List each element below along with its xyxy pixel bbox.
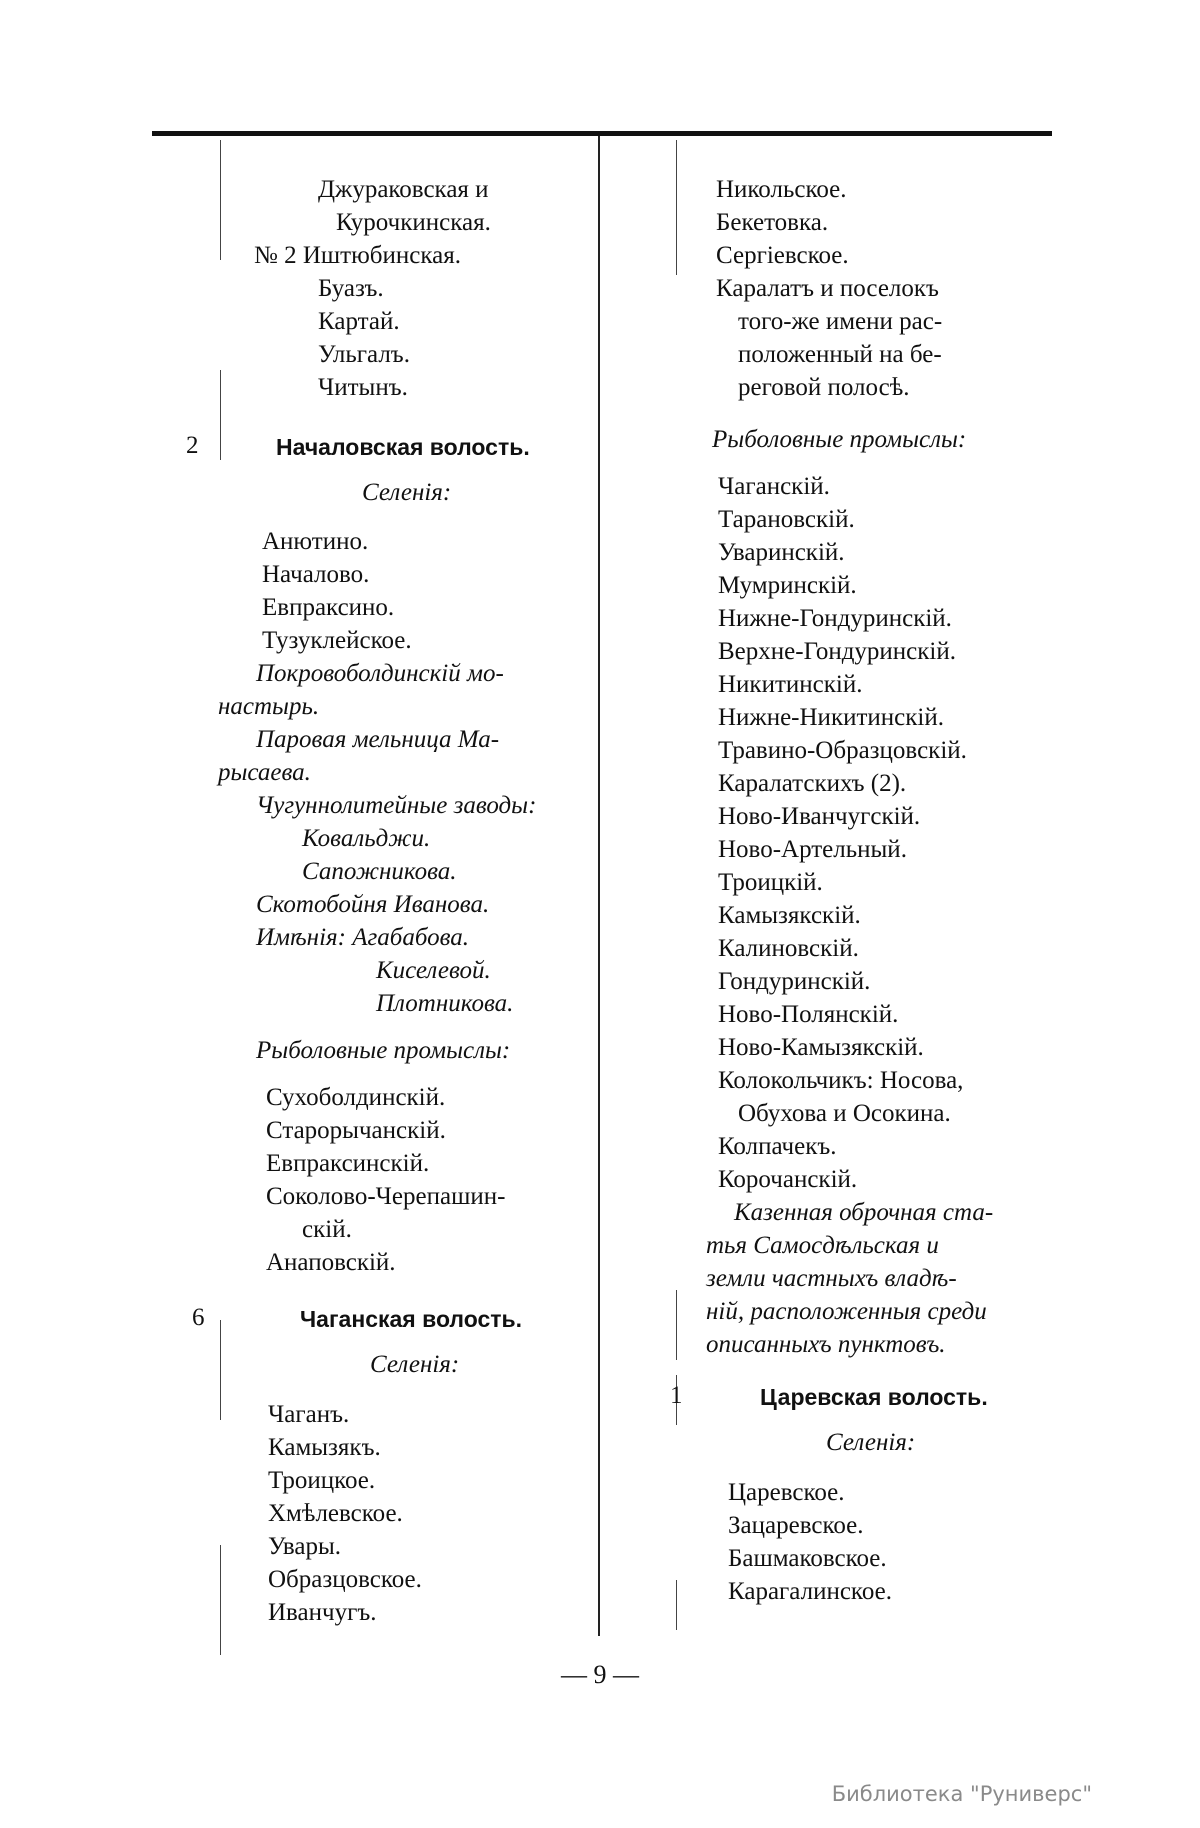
fishing-line: Старорычанскій. [266,1117,446,1144]
fishing-line: Чаганскій. [718,473,830,500]
entry-line: Никольское. [716,176,847,203]
village-line: Тузуклейское. [262,627,412,654]
fishing-line: Ново-Полянскій. [718,1001,899,1028]
village-line: Зацаревское. [728,1512,864,1539]
fishing-line: Нижне-Никитинскій. [718,704,944,731]
fishing-line: Соколово-Черепашин- [266,1183,506,1210]
library-watermark: Библиотека "Руниверс" [831,1782,1092,1806]
village-line: Образцовское. [268,1566,422,1593]
entry-line: Ульгалъ. [318,341,410,368]
fishing-line: Сухоболдинскій. [266,1084,446,1111]
entry-line: Бекетовка. [716,209,829,236]
section-number: 6 [192,1304,205,1331]
fishing-line: Верхне-Гондуринскій. [718,638,957,665]
right-margin-line [676,1580,677,1630]
entry-line: Курочкинская. [336,209,491,236]
page-number: — 9 — [561,1660,639,1689]
left-margin-line [220,1545,221,1655]
fishing-line: Обухова и Осокина. [738,1100,951,1127]
entry-line: Покровоболдинскій мо- [256,660,504,687]
fishing-line: Никитинскій. [718,671,863,698]
section-heading: Началовская волость. [276,434,530,460]
entry-line: рысаева. [218,759,311,786]
entry-line: реговой полосѣ. [738,374,910,401]
entry-line: Каралатъ и поселокъ [716,275,939,302]
entry-line: Сапожникова. [302,858,457,885]
entry-line: Киселевой. [376,957,491,984]
village-line: Карагалинское. [728,1578,892,1605]
note-line: земли частныхъ владѣ- [706,1265,957,1292]
section-heading: Царевская волость. [760,1384,988,1410]
fishing-line: Корочанскій. [718,1166,858,1193]
entry-line: настырь. [218,693,320,720]
fishing-line: Тарановскій. [718,506,855,533]
left-margin-line [220,140,221,260]
section-number: 2 [186,432,199,459]
fishing-line: скій. [302,1216,352,1243]
left-margin-line [220,1320,221,1420]
fishing-line: Мумринскій. [718,572,857,599]
fishing-line: Колокольчикъ: Носова, [718,1067,964,1094]
village-line: Камызякъ. [268,1434,381,1461]
fishing-line: Камызякскій. [718,902,861,929]
village-line: Иванчугъ. [268,1599,377,1626]
fishing-line: Колпачекъ. [718,1133,837,1160]
section-number: 1 [670,1382,683,1409]
column-divider [598,136,600,1636]
village-line: Башмаковское. [728,1545,887,1572]
fishing-line: Калиновскій. [718,935,859,962]
entry-line: того-же имени рас- [738,308,943,335]
village-line: Началово. [262,561,370,588]
section-subheading: Селенія: [362,479,452,506]
entry-line: Картай. [318,308,400,335]
fishing-line: Гондуринскій. [718,968,871,995]
left-margin-line [220,370,221,460]
fishing-line: Травино-Образцовскій. [718,737,967,764]
entry-line: Ковальджи. [302,825,431,852]
village-line: Увары. [268,1533,341,1560]
village-line: Чаганъ. [268,1401,350,1428]
fishing-line: Нижне-Гондуринскій. [718,605,952,632]
entry-line: Плотникова. [376,990,514,1017]
entry-line: Джураковская и [318,176,489,203]
section-subheading: Селенія: [826,1429,916,1456]
entry-line: положенный на бе- [738,341,942,368]
entry-line: Сергіевское. [716,242,849,269]
note-line: Казенная оброчная ста- [734,1199,994,1226]
fishing-heading: Рыболовные промыслы: [256,1037,511,1064]
note-line: тья Самосдѣльская и [706,1232,939,1259]
fishing-line: Анаповскій. [266,1249,396,1276]
right-margin-line [676,140,677,275]
entry-line: Скотобойня Иванова. [256,891,490,918]
note-line: ній, расположенныя среди [706,1298,987,1325]
entry-line: Паровая мельница Ма- [256,726,500,753]
right-margin-line [676,1290,677,1360]
section-subheading: Селенія: [370,1351,460,1378]
section-heading: Чаганская волость. [300,1306,523,1332]
top-rule [152,131,1052,136]
fishing-line: Уваринскій. [718,539,845,566]
village-line: Троицкое. [268,1467,376,1494]
fishing-line: Евпраксинскій. [266,1150,430,1177]
fishing-line: Ново-Иванчугскій. [718,803,921,830]
fishing-line: Каралатскихъ (2). [718,770,907,797]
fishing-line: Троицкій. [718,869,823,896]
entry-line: Имѣнія: Агабабова. [256,924,470,951]
note-line: описанныхъ пунктовъ. [706,1331,946,1358]
entry-line: № 2 Иштюбинская. [254,242,461,269]
fishing-line: Ново-Артельный. [718,836,907,863]
fishing-heading: Рыболовные промыслы: [712,426,967,453]
fishing-line: Ново-Камызякскій. [718,1034,924,1061]
village-line: Хмѣлевское. [268,1500,403,1527]
village-line: Евпраксино. [262,594,395,621]
entry-line: Чугуннолитейные заводы: [256,792,537,819]
village-line: Анютино. [262,528,369,555]
entry-line: Буазъ. [318,275,384,302]
village-line: Царевское. [728,1479,845,1506]
entry-line: Читынъ. [318,374,408,401]
